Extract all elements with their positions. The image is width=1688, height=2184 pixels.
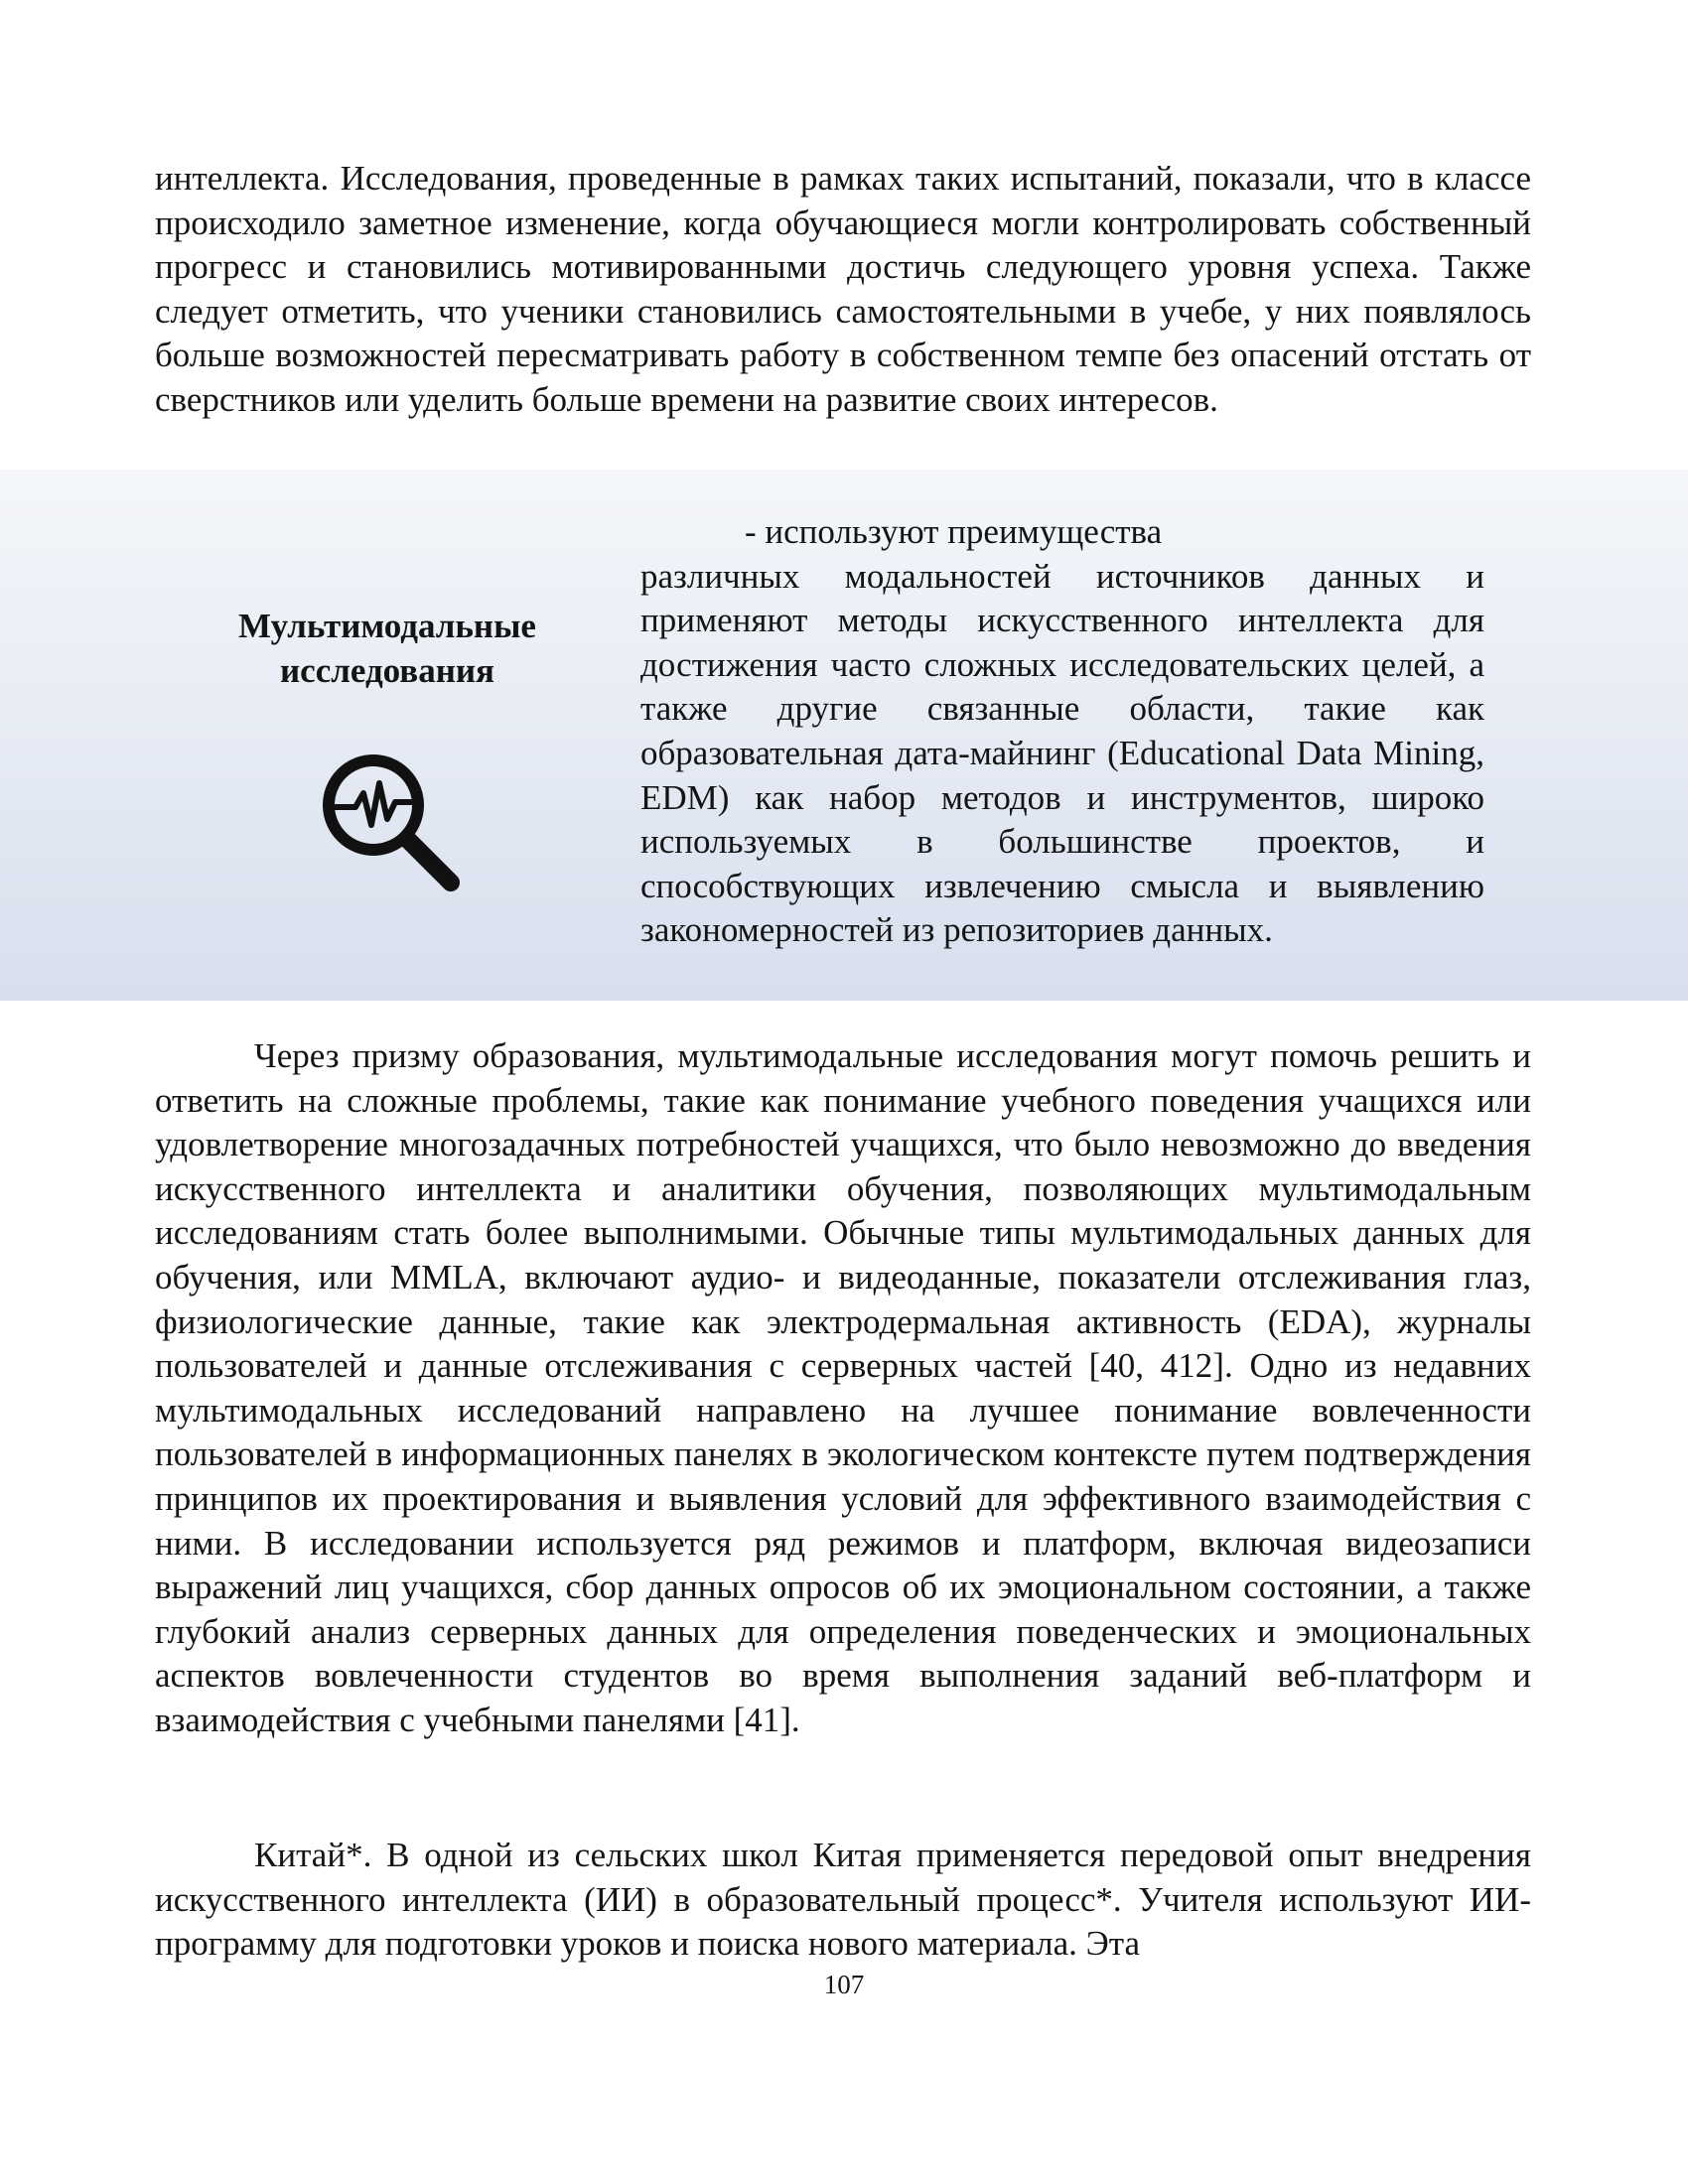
page-number: 107 (823, 1970, 865, 1999)
body-paragraph-continuation: интеллекта. Исследования, проведенные в рамках таких испытаний, показали, что в классе происходило заметное изменение, когда обучающиеся могли контролировать собственный прогресс и становились мотивированными достичь следующего уровня успеха. Также следует отметить, что ученики становились самостоятельными в учебе, у них появлялось больше возможностей пересматривать работу в собственном темпе без опасений отстать от сверстников или уделить больше времени на развитие своих интересов. (155, 159, 1531, 419)
callout-body: различных модальностей источников данных и применяют методы искусственного интеллекта для достижения часто сложных исследовательских целей, а также другие связанные области, такие как образовательная дата-майнинг (Educational Data Mining, EDM) как набор методов и инструментов, широко используемых в большинстве проектов, и способствующих извлечению смысла и выявлению закономерностей из репозиториев данных. (640, 556, 1484, 950)
callout-title-line-2: исследования (280, 651, 494, 690)
callout-title (189, 604, 586, 693)
body-paragraph-china: Китай*. В одной из сельских школ Китая применяется передовой опыт внедрения искусственного интеллекта (ИИ) в образовательный процесс*. Учителя используют ИИ-программу для подготовки уроков и поиска нового материала. Эта (155, 1836, 1531, 1964)
callout-lead: - используют преимущества (745, 512, 1163, 551)
magnifier-pulse-icon (316, 748, 465, 896)
callout-title-line-1: Мультимодальные (238, 607, 536, 645)
body-paragraph-mmla: Через призму образования, мультимодальные исследования могут помочь решить и ответить на сложные проблемы, такие как понимание учебного поведения учащихся или удовлетворение многозадачных потребностей учащихся, что было невозможно до введения искусственного интеллекта и аналитики обучения, позволяющих мультимодальным исследованиям стать более выполнимыми. Обычные типы мультимодальных данных для обучения, или MMLA, включают аудио- и видеоданные, показатели отслеживания глаз, физиологические данные, такие как электродермальная активность (EDA), журналы пользователей и данные отслеживания с серверных частей [40, 412]. Одно из недавних мультимодальных исследований направлено на лучшее понимание вовлеченности пользователей в информационных панелях в экологическом контексте путем подтверждения принципов их проектирования и выявления условий для эффективного взаимодействия с ними. В исследовании используется ряд режимов и платформ, включая видеозаписи выражений лиц учащихся, сбор данных опросов об их эмоциональном состоянии, а также глубокий анализ серверных данных для определения поведенческих и эмоциональных аспектов вовлеченности студентов во время выполнения заданий веб-платформ и взаимодействия с учебными панелями [41]. (155, 1036, 1531, 1739)
callout-definition-text (640, 510, 1484, 953)
definition-callout (0, 470, 1688, 1001)
